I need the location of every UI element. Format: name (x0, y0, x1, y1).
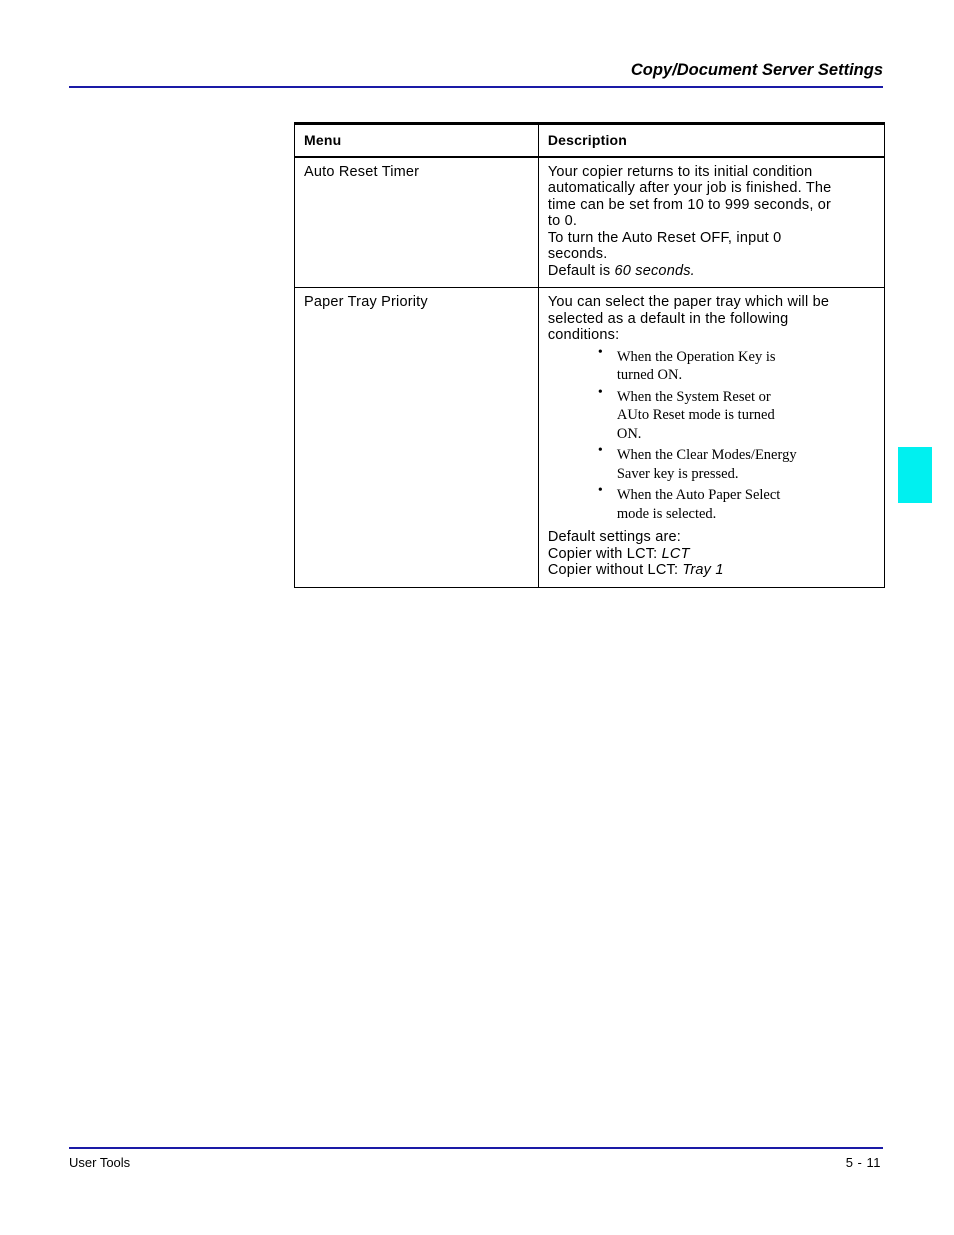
footer-page-number: 5 - 11 (845, 1155, 881, 1170)
footer-rule (69, 1147, 883, 1149)
description-line: time can be set from 10 to 999 seconds, or (547, 196, 832, 213)
description-line: To turn the Auto Reset OFF, input 0 (547, 229, 782, 246)
table-row (295, 288, 885, 588)
default-line (548, 263, 875, 280)
page-title: Copy/Document Server Settings (630, 61, 883, 79)
defaults-heading: Default settings are: (547, 529, 682, 545)
bullet-icon: • (597, 384, 603, 400)
condition-line: turned ON. (616, 367, 683, 383)
bullet-icon: • (597, 483, 603, 498)
default-prefix: Default is (547, 262, 615, 279)
column-header-description: Description (538, 124, 884, 157)
description-cell-auto-reset-timer (538, 157, 884, 288)
description-line: selected as a default in the following (547, 310, 789, 327)
column-header-menu: Menu (295, 124, 539, 157)
condition-line: When the Operation Key is (616, 348, 776, 365)
description-line: You can select the paper tray which will be (547, 294, 830, 310)
default-value: LCT (661, 545, 690, 562)
description-line: seconds. (547, 246, 608, 262)
condition-line: When the Clear Modes/Energy (616, 447, 797, 463)
chapter-tab-marker (898, 447, 932, 503)
condition-line: mode is selected. (616, 505, 717, 522)
list-item (597, 443, 875, 483)
description-line: to 0. (547, 213, 578, 229)
condition-line: Saver key is pressed. (616, 465, 739, 482)
default-line-lct (548, 546, 875, 563)
header-rule (69, 86, 883, 88)
table-row (295, 157, 885, 288)
condition-line: When the System Reset or (616, 388, 771, 405)
description-line: conditions: (547, 327, 620, 343)
description-line: automatically after your job is finished. The (547, 180, 832, 196)
bullet-icon: • (597, 344, 603, 360)
default-value: Tray 1 (682, 562, 724, 578)
default-prefix: Copier without LCT: (547, 562, 683, 578)
default-value: 60 seconds. (614, 262, 695, 279)
settings-table (294, 122, 885, 588)
footer-section-name: User Tools (69, 1155, 131, 1170)
bullet-icon: • (597, 443, 603, 458)
conditions-list (548, 344, 875, 524)
default-prefix: Copier with LCT: (547, 545, 662, 562)
condition-line: AUto Reset mode is turned (616, 407, 775, 423)
list-item (597, 384, 875, 444)
default-line-no-lct (548, 562, 875, 579)
list-item (597, 483, 875, 523)
menu-cell-paper-tray-priority: Paper Tray Priority (295, 288, 539, 588)
condition-line: ON. (616, 425, 642, 442)
list-item (597, 344, 875, 385)
menu-cell-auto-reset-timer: Auto Reset Timer (295, 157, 539, 288)
table-header-row (295, 124, 885, 157)
description-cell-paper-tray-priority (538, 288, 884, 588)
condition-line: When the Auto Paper Select (616, 487, 781, 503)
description-line: Your copier returns to its initial condition (547, 163, 813, 180)
